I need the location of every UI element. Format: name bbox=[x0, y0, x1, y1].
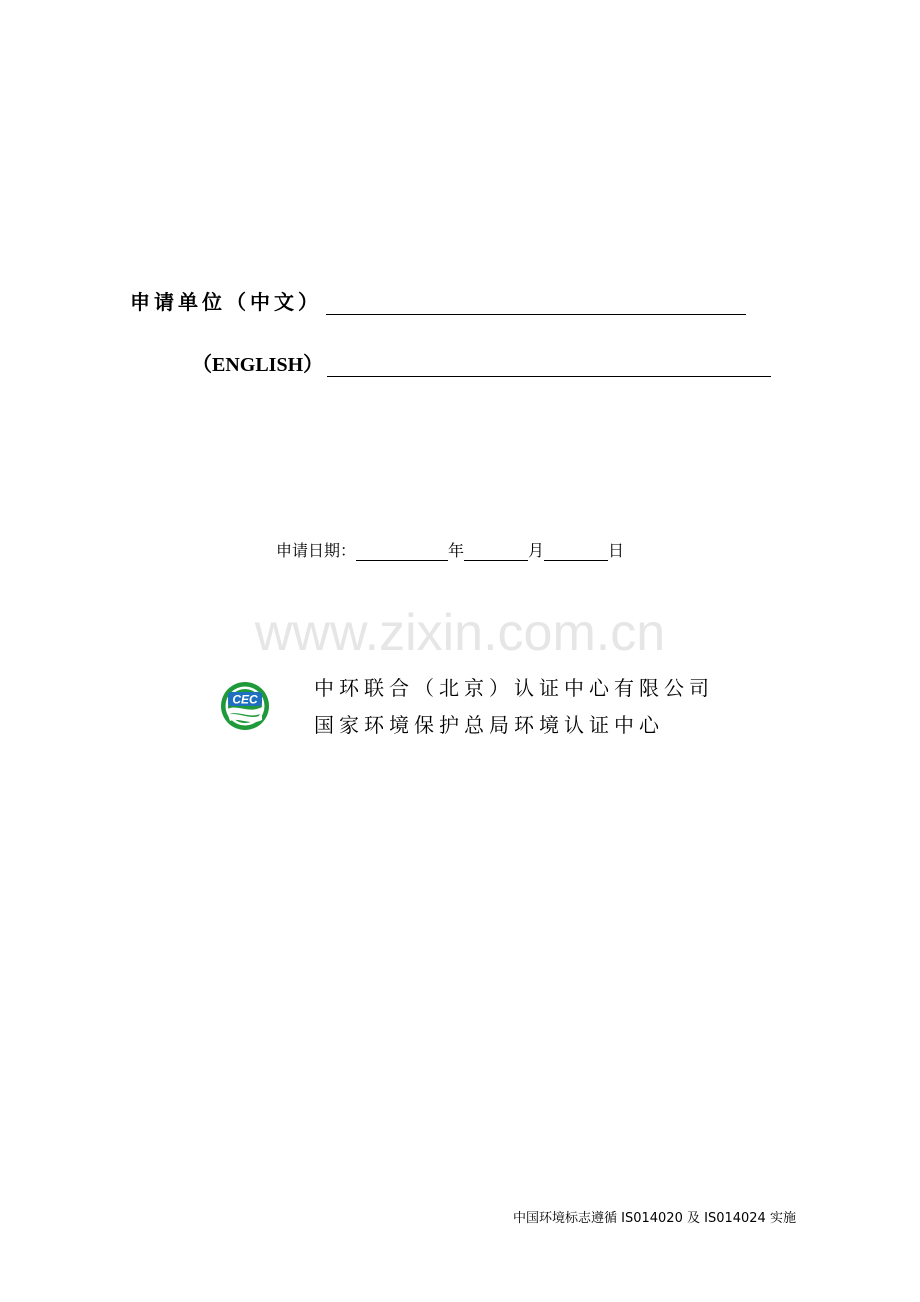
org-name-line-2: 国家环境保护总局环境认证中心 bbox=[314, 713, 664, 737]
month-label: 月 bbox=[528, 541, 545, 560]
applicant-en-label: （ENGLISH） bbox=[192, 354, 324, 376]
date-label: 申请日期： bbox=[276, 541, 357, 560]
watermark: www.zixin.com.cn bbox=[254, 604, 666, 662]
year-blank[interactable] bbox=[356, 542, 448, 561]
applicant-cn-row bbox=[130, 286, 746, 315]
day-blank[interactable] bbox=[544, 542, 608, 561]
applicant-cn-blank[interactable] bbox=[326, 292, 746, 315]
cec-logo-icon bbox=[219, 680, 271, 732]
footer-note: 中国环境标志遵循 IS014020 及 IS014024 实施 bbox=[513, 1211, 796, 1226]
applicant-en-blank[interactable] bbox=[327, 354, 771, 377]
org-name-line-1: 中环联合（北京）认证中心有限公司 bbox=[314, 676, 714, 700]
year-label: 年 bbox=[448, 541, 465, 560]
day-label: 日 bbox=[608, 541, 625, 560]
application-date-row bbox=[276, 538, 624, 561]
applicant-cn-label: 申请单位（中文） bbox=[130, 290, 322, 314]
applicant-en-row bbox=[192, 348, 771, 377]
logo-text: CEC bbox=[232, 692, 258, 707]
month-blank[interactable] bbox=[464, 542, 528, 561]
